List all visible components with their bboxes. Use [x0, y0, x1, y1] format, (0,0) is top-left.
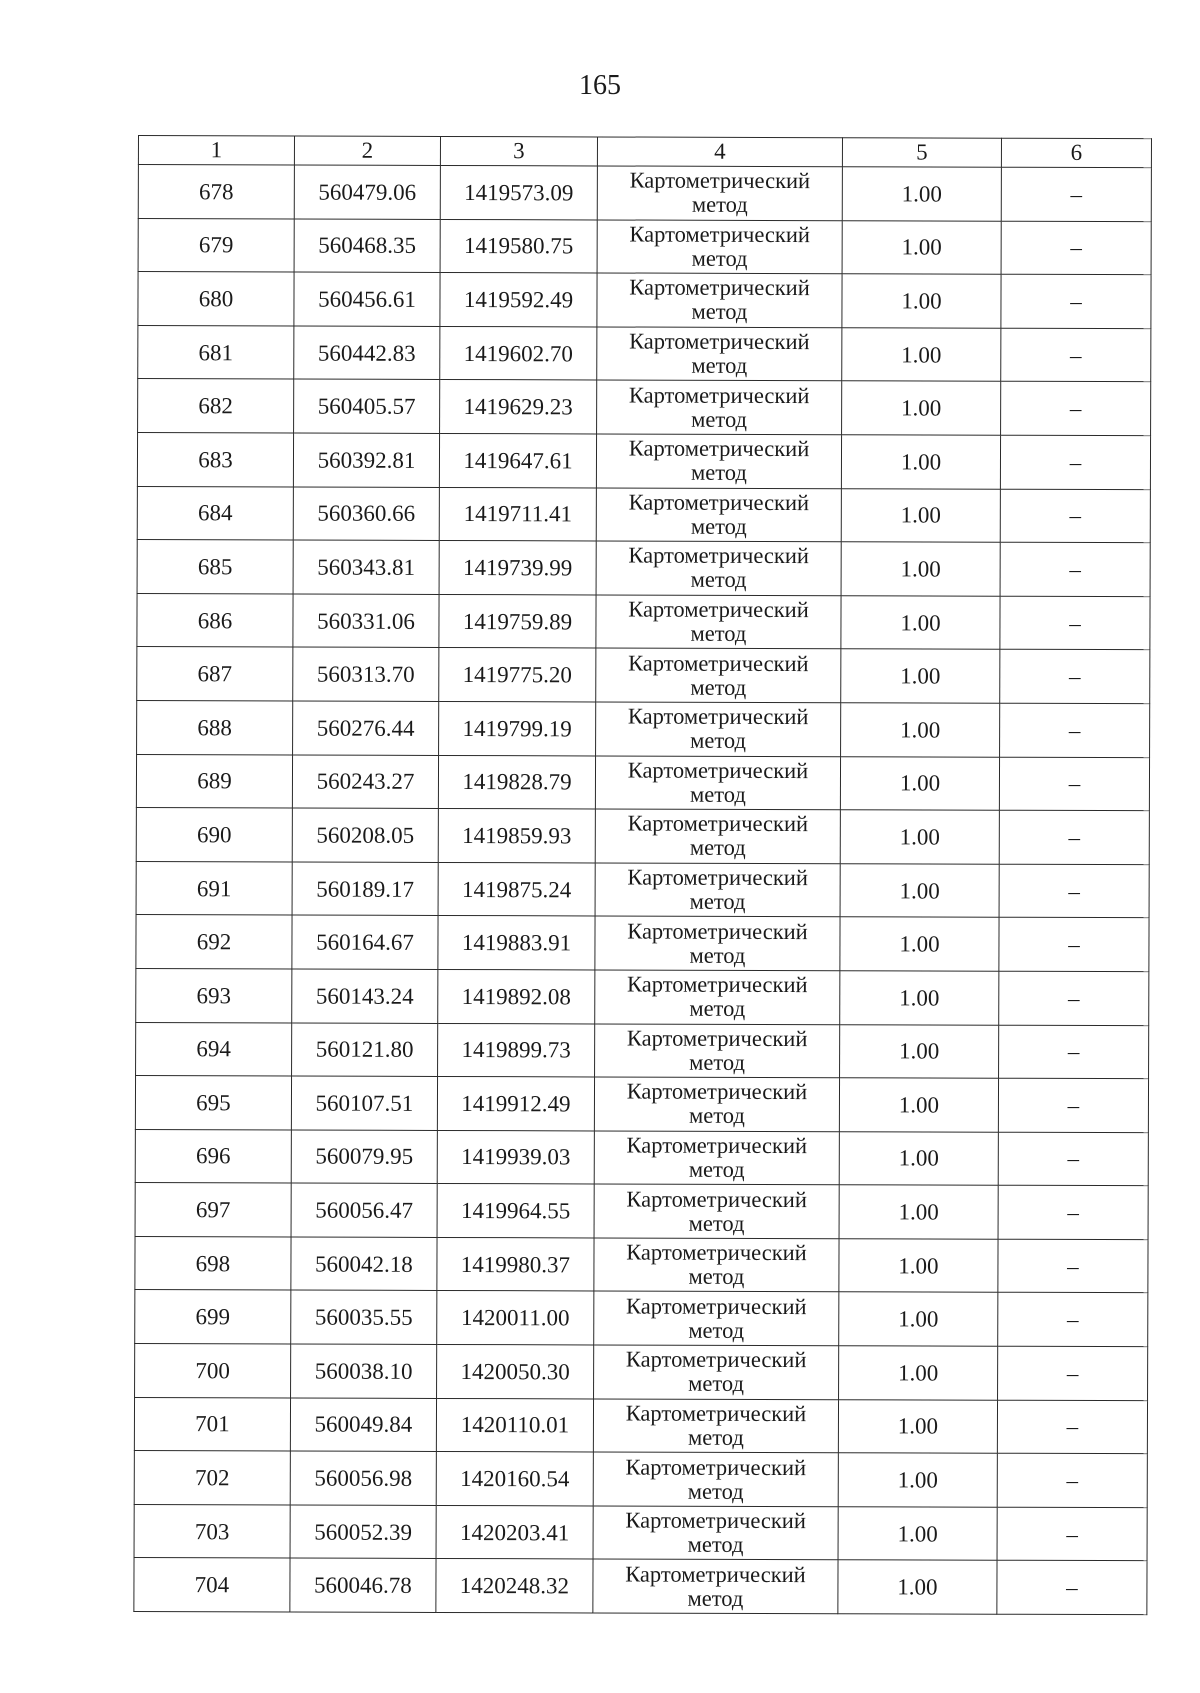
point-number-cell: 679 [138, 218, 294, 272]
method-line-1: Картометрический [628, 435, 810, 462]
method-line-1: Картометрический [626, 1025, 808, 1051]
table-row [138, 218, 1151, 275]
point-number-cell: 702 [134, 1451, 290, 1505]
y-coordinate-cell: 1419647.61 [439, 433, 596, 487]
method-cell [596, 488, 841, 542]
x-coordinate-cell: 560360.66 [293, 487, 439, 541]
x-coordinate-cell: 560479.06 [294, 165, 440, 219]
point-number-cell: 704 [134, 1558, 290, 1612]
accuracy-cell: 1.00 [839, 1346, 998, 1400]
header-col-5: 5 [842, 138, 1001, 167]
accuracy-cell: 1.00 [840, 917, 999, 971]
note-cell: – [1000, 596, 1150, 650]
table-row [136, 861, 1149, 918]
method-line-1: Картометрический [627, 757, 809, 783]
table-row [134, 1451, 1147, 1508]
x-coordinate-cell: 560405.57 [294, 379, 440, 433]
accuracy-cell: 1.00 [842, 327, 1001, 381]
table-row [134, 1504, 1147, 1561]
table-row [134, 1397, 1147, 1454]
method-line-2: метод [688, 1317, 745, 1343]
y-coordinate-cell: 1419592.49 [440, 273, 597, 327]
point-number-cell: 681 [138, 325, 294, 379]
note-cell: – [997, 1453, 1147, 1507]
x-coordinate-cell: 560208.05 [292, 808, 438, 862]
table-row [137, 432, 1150, 489]
method-line-2: метод [689, 781, 746, 807]
method-line-2: метод [690, 567, 747, 593]
accuracy-cell: 1.00 [840, 863, 999, 917]
method-line-1: Картометрический [626, 1078, 808, 1105]
method-line-1: Картометрический [627, 864, 808, 891]
point-number-cell: 684 [137, 486, 293, 540]
point-number-cell: 691 [136, 861, 292, 915]
y-coordinate-cell: 1420203.41 [436, 1505, 593, 1559]
note-cell: – [1001, 328, 1151, 382]
method-line-2: метод [687, 1531, 744, 1558]
point-number-cell: 697 [135, 1183, 291, 1237]
method-line-1: Картометрический [626, 1239, 807, 1266]
method-cell [597, 273, 842, 327]
x-coordinate-cell: 560049.84 [290, 1398, 436, 1452]
x-coordinate-cell: 560038.10 [291, 1344, 437, 1398]
table-row [136, 808, 1149, 865]
note-cell: – [998, 1346, 1148, 1400]
method-line-1: Картометрический [625, 1507, 806, 1534]
method-cell [595, 755, 840, 809]
y-coordinate-cell: 1419828.79 [438, 755, 595, 809]
table-row [136, 754, 1149, 811]
y-coordinate-cell: 1420110.01 [436, 1398, 593, 1452]
method-line-2: метод [691, 192, 748, 218]
table-row [135, 1183, 1148, 1240]
accuracy-cell: 1.00 [841, 595, 1000, 649]
method-cell [594, 1077, 839, 1131]
point-number-cell: 678 [138, 165, 294, 219]
method-cell [594, 1238, 839, 1292]
point-number-cell: 692 [136, 915, 292, 969]
method-line-1: Картометрический [625, 1346, 807, 1373]
table-row [136, 915, 1149, 972]
method-line-2: метод [689, 995, 746, 1022]
x-coordinate-cell: 560442.83 [294, 326, 440, 380]
accuracy-cell: 1.00 [841, 649, 1000, 703]
note-cell: – [1001, 274, 1151, 328]
method-line-2: метод [688, 1371, 745, 1397]
accuracy-cell: 1.00 [839, 1292, 998, 1346]
point-number-cell: 682 [138, 379, 294, 433]
note-cell: – [999, 810, 1149, 864]
table-row [137, 700, 1150, 757]
method-cell [595, 863, 840, 917]
method-cell [595, 1023, 840, 1077]
accuracy-cell: 1.00 [839, 1239, 998, 1293]
method-line-2: метод [691, 406, 748, 432]
accuracy-cell: 1.00 [838, 1507, 997, 1561]
y-coordinate-cell: 1420011.00 [437, 1291, 594, 1345]
accuracy-cell: 1.00 [840, 971, 999, 1025]
method-line-1: Картометрический [628, 489, 810, 515]
accuracy-cell: 1.00 [840, 810, 999, 864]
x-coordinate-cell: 560143.24 [292, 969, 438, 1023]
table-row [137, 647, 1150, 704]
x-coordinate-cell: 560456.61 [294, 272, 440, 326]
method-line-1: Картометрический [627, 918, 808, 944]
table-row [136, 968, 1149, 1025]
method-cell [595, 970, 840, 1024]
method-cell [597, 380, 842, 434]
method-line-1: Картометрический [629, 328, 810, 355]
table-row [135, 1290, 1148, 1347]
method-line-1: Картометрический [628, 542, 809, 569]
y-coordinate-cell: 1420248.32 [436, 1559, 593, 1613]
table-row [137, 486, 1150, 543]
point-number-cell: 698 [135, 1236, 291, 1290]
y-coordinate-cell: 1420050.30 [437, 1345, 594, 1399]
method-line-2: метод [688, 1156, 745, 1182]
x-coordinate-cell: 560164.67 [292, 915, 438, 969]
method-line-2: метод [691, 245, 748, 271]
note-cell: – [1001, 167, 1151, 221]
method-line-2: метод [689, 942, 746, 968]
note-cell: – [998, 1078, 1148, 1132]
method-cell [597, 327, 842, 381]
x-coordinate-cell: 560468.35 [294, 219, 440, 273]
y-coordinate-cell: 1419883.91 [438, 916, 595, 970]
table-body [134, 165, 1152, 1615]
y-coordinate-cell: 1419964.55 [437, 1184, 594, 1238]
method-cell [597, 220, 842, 274]
method-cell [594, 1291, 839, 1345]
table-row [135, 1076, 1148, 1133]
y-coordinate-cell: 1419580.75 [440, 219, 597, 273]
x-coordinate-cell: 560392.81 [293, 433, 439, 487]
method-line-1: Картометрический [628, 596, 809, 623]
point-number-cell: 700 [135, 1344, 291, 1398]
x-coordinate-cell: 560042.18 [291, 1237, 437, 1291]
point-number-cell: 699 [135, 1290, 291, 1344]
accuracy-cell: 1.00 [841, 488, 1000, 542]
table-row [138, 272, 1151, 329]
accuracy-cell: 1.00 [841, 435, 1000, 489]
method-cell [594, 1345, 839, 1399]
method-line-2: метод [691, 299, 748, 325]
table-row [137, 540, 1150, 597]
note-cell: – [999, 1025, 1149, 1079]
y-coordinate-cell: 1419859.93 [438, 809, 595, 863]
header-col-6: 6 [1001, 138, 1151, 167]
table-row [135, 1344, 1148, 1401]
table-row [135, 1129, 1148, 1186]
method-line-1: Картометрический [629, 221, 810, 248]
y-coordinate-cell: 1419602.70 [440, 326, 597, 380]
method-line-1: Картометрический [626, 1186, 807, 1212]
note-cell: – [998, 1132, 1148, 1186]
point-number-cell: 683 [137, 432, 293, 486]
note-cell: – [1000, 650, 1150, 704]
method-line-2: метод [690, 513, 747, 539]
note-cell: – [1000, 435, 1150, 489]
method-cell [594, 1131, 839, 1185]
accuracy-cell: 1.00 [838, 1399, 997, 1453]
y-coordinate-cell: 1419799.19 [439, 701, 596, 755]
note-cell: – [997, 1561, 1147, 1615]
method-line-2: метод [690, 460, 747, 486]
x-coordinate-cell: 560343.81 [293, 540, 439, 594]
y-coordinate-cell: 1419739.99 [439, 541, 596, 595]
x-coordinate-cell: 560107.51 [291, 1076, 437, 1130]
table-row [138, 379, 1151, 436]
y-coordinate-cell: 1419892.08 [438, 969, 595, 1023]
method-line-2: метод [688, 1210, 745, 1236]
method-cell [596, 434, 841, 488]
accuracy-cell: 1.00 [842, 381, 1001, 435]
note-cell: – [1000, 489, 1150, 543]
note-cell: – [997, 1400, 1147, 1454]
point-number-cell: 687 [137, 647, 293, 701]
method-line-1: Картометрический [627, 703, 809, 730]
point-number-cell: 685 [137, 540, 293, 594]
note-cell: – [998, 1185, 1148, 1239]
note-cell: – [998, 1239, 1148, 1293]
method-line-2: метод [689, 1049, 746, 1075]
y-coordinate-cell: 1419912.49 [437, 1077, 594, 1131]
x-coordinate-cell: 560189.17 [292, 862, 438, 916]
method-cell [597, 166, 842, 220]
method-cell [596, 648, 841, 702]
point-number-cell: 694 [136, 1022, 292, 1076]
method-line-1: Картометрический [628, 650, 809, 676]
method-line-1: Картометрический [629, 275, 810, 301]
y-coordinate-cell: 1419629.23 [440, 380, 597, 434]
header-col-1: 1 [138, 136, 294, 165]
y-coordinate-cell: 1419711.41 [439, 487, 596, 541]
accuracy-cell: 1.00 [839, 1078, 998, 1132]
x-coordinate-cell: 560079.95 [291, 1130, 437, 1184]
note-cell: – [998, 1293, 1148, 1347]
note-cell: – [999, 757, 1149, 811]
table-row [134, 1558, 1147, 1615]
accuracy-cell: 1.00 [838, 1560, 997, 1614]
x-coordinate-cell: 560313.70 [293, 647, 439, 701]
method-line-1: Картометрический [627, 971, 808, 998]
header-col-2: 2 [294, 136, 440, 165]
x-coordinate-cell: 560035.55 [291, 1290, 437, 1344]
accuracy-cell: 1.00 [841, 542, 1000, 596]
method-line-2: метод [688, 1103, 745, 1129]
method-line-2: метод [687, 1424, 744, 1450]
method-line-1: Картометрический [627, 810, 809, 837]
accuracy-cell: 1.00 [842, 274, 1001, 328]
table-row [135, 1236, 1148, 1293]
table-row [136, 1022, 1149, 1079]
point-number-cell: 686 [137, 593, 293, 647]
x-coordinate-cell: 560276.44 [293, 701, 439, 755]
accuracy-cell: 1.00 [840, 756, 999, 810]
accuracy-cell: 1.00 [838, 1453, 997, 1507]
method-line-1: Картометрический [628, 382, 810, 408]
accuracy-cell: 1.00 [839, 1131, 998, 1185]
method-cell [593, 1506, 838, 1560]
note-cell: – [1001, 382, 1151, 436]
note-cell: – [999, 864, 1149, 918]
y-coordinate-cell: 1419759.89 [439, 594, 596, 648]
y-coordinate-cell: 1420160.54 [436, 1452, 593, 1506]
method-cell [593, 1452, 838, 1506]
x-coordinate-cell: 560052.39 [290, 1505, 436, 1559]
method-line-2: метод [688, 1263, 745, 1290]
x-coordinate-cell: 560046.78 [290, 1558, 436, 1612]
y-coordinate-cell: 1419573.09 [440, 165, 597, 219]
note-cell: – [997, 1507, 1147, 1561]
method-cell [595, 916, 840, 970]
method-cell [593, 1559, 838, 1613]
point-number-cell: 703 [134, 1504, 290, 1558]
point-number-cell: 688 [137, 700, 293, 754]
header-col-4: 4 [597, 137, 842, 167]
y-coordinate-cell: 1419899.73 [438, 1023, 595, 1077]
method-line-2: метод [691, 352, 748, 378]
note-cell: – [999, 971, 1149, 1025]
accuracy-cell: 1.00 [841, 703, 1000, 757]
point-number-cell: 701 [134, 1397, 290, 1451]
table-row [138, 165, 1151, 222]
accuracy-cell: 1.00 [840, 1024, 999, 1078]
method-line-1: Картометрический [625, 1561, 806, 1587]
note-cell: – [1001, 221, 1151, 275]
point-number-cell: 696 [135, 1129, 291, 1183]
table-header [138, 136, 1151, 168]
method-line-1: Картометрический [626, 1132, 808, 1159]
note-cell: – [999, 918, 1149, 972]
x-coordinate-cell: 560243.27 [292, 755, 438, 809]
x-coordinate-cell: 560121.80 [292, 1022, 438, 1076]
coordinates-table [133, 135, 1152, 1615]
method-cell [593, 1399, 838, 1453]
method-line-1: Картометрический [626, 1293, 807, 1319]
method-line-2: метод [690, 674, 747, 700]
table-row [138, 325, 1151, 382]
method-line-1: Картометрический [629, 167, 811, 194]
accuracy-cell: 1.00 [842, 220, 1001, 274]
header-row [138, 136, 1151, 168]
method-line-2: метод [689, 888, 746, 914]
x-coordinate-cell: 560056.98 [290, 1451, 436, 1505]
method-cell [594, 1184, 839, 1238]
y-coordinate-cell: 1419775.20 [439, 648, 596, 702]
accuracy-cell: 1.00 [839, 1185, 998, 1239]
accuracy-cell: 1.00 [842, 167, 1001, 221]
page-number: 165 [579, 70, 621, 101]
method-cell [595, 809, 840, 863]
y-coordinate-cell: 1419980.37 [437, 1237, 594, 1291]
point-number-cell: 695 [135, 1076, 291, 1130]
method-line-1: Картометрический [625, 1454, 807, 1480]
note-cell: – [1000, 542, 1150, 596]
method-line-2: метод [690, 727, 747, 754]
x-coordinate-cell: 560331.06 [293, 594, 439, 648]
point-number-cell: 693 [136, 968, 292, 1022]
method-cell [596, 541, 841, 595]
point-number-cell: 680 [138, 272, 294, 326]
point-number-cell: 689 [136, 754, 292, 808]
method-line-2: метод [690, 620, 747, 646]
method-line-2: метод [687, 1478, 744, 1504]
y-coordinate-cell: 1419875.24 [438, 862, 595, 916]
method-line-2: метод [687, 1585, 744, 1611]
method-line-2: метод [689, 835, 746, 861]
method-line-1: Картометрический [625, 1400, 807, 1427]
method-cell [596, 702, 841, 756]
table-row [137, 593, 1150, 650]
point-number-cell: 690 [136, 808, 292, 862]
header-col-3: 3 [440, 136, 597, 165]
x-coordinate-cell: 560056.47 [291, 1183, 437, 1237]
y-coordinate-cell: 1419939.03 [437, 1130, 594, 1184]
note-cell: – [1000, 703, 1150, 757]
method-cell [596, 595, 841, 649]
